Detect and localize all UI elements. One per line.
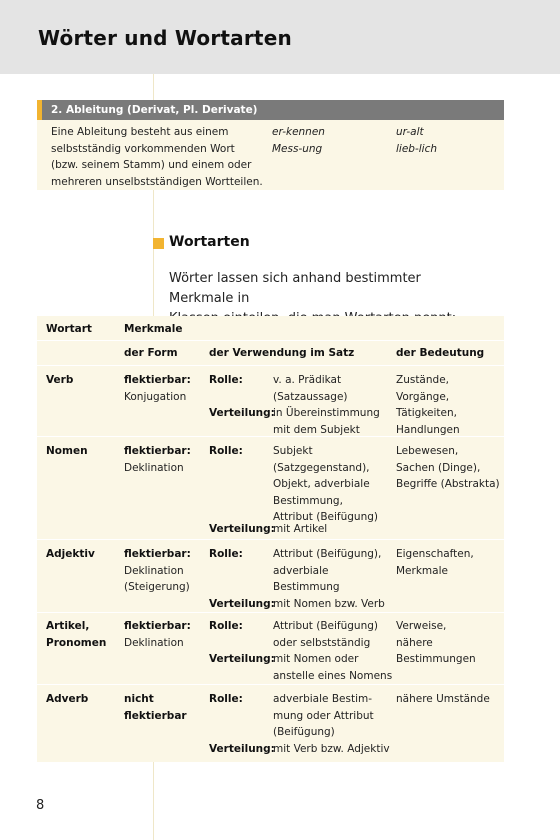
page-number: 8 bbox=[36, 798, 45, 813]
row-form bbox=[124, 618, 191, 651]
form-flektierbar: flektierbar: bbox=[124, 620, 191, 632]
bedeutung-line: nähere Umstände bbox=[396, 693, 490, 705]
table-rule bbox=[37, 365, 504, 366]
verteilung-line: mit Nomen bzw. Verb bbox=[273, 598, 385, 610]
col-header-verwendung: der Verwendung im Satz bbox=[209, 347, 355, 359]
ableitung-example: lieb-lich bbox=[396, 142, 438, 155]
rolle-label: Rolle: bbox=[209, 374, 243, 386]
rolle-text bbox=[273, 546, 381, 596]
accent-bar bbox=[37, 100, 42, 120]
bedeutung-line: Merkmale bbox=[396, 564, 448, 577]
verteilung-label: Verteilung: bbox=[209, 743, 275, 755]
bedeutung-line: Lebewesen, bbox=[396, 445, 459, 457]
rolle-text bbox=[273, 443, 378, 526]
table-rule bbox=[37, 684, 504, 685]
ableitung-examples-col2 bbox=[396, 124, 437, 157]
verteilung-label: Verteilung: bbox=[209, 653, 275, 665]
section-title: Wortarten bbox=[169, 234, 250, 250]
form-text: Deklination bbox=[124, 564, 184, 577]
ableitung-description bbox=[51, 124, 276, 190]
rolle-label: Rolle: bbox=[209, 620, 243, 632]
ableitung-heading-text: 2. Ableitung (Derivat, Pl. Derivate) bbox=[51, 104, 258, 116]
verteilung-text bbox=[273, 405, 380, 438]
bedeutung-text bbox=[396, 691, 490, 708]
table-rule bbox=[37, 539, 504, 540]
bedeutung-line: Handlungen bbox=[396, 423, 460, 436]
verteilung-line: anstelle eines Nomens bbox=[273, 669, 393, 682]
bedeutung-line: Vorgänge, bbox=[396, 390, 450, 403]
rolle-line: mung oder Attribut bbox=[273, 709, 374, 722]
bedeutung-text bbox=[396, 443, 500, 493]
wortart-line: Artikel, bbox=[46, 620, 90, 632]
bedeutung-text bbox=[396, 546, 474, 579]
form-text: (Steigerung) bbox=[124, 581, 190, 593]
row-wortart: Adjektiv bbox=[46, 548, 95, 560]
verteilung-line: mit dem Subjekt bbox=[273, 423, 360, 436]
rolle-line: v. a. Prädikat bbox=[273, 374, 342, 386]
rolle-line: Subjekt bbox=[273, 445, 313, 457]
rolle-line: (Satzgegenstand), bbox=[273, 461, 370, 474]
ableitung-examples-col1 bbox=[272, 124, 325, 157]
verteilung-text bbox=[273, 741, 390, 758]
rolle-label: Rolle: bbox=[209, 445, 243, 457]
rolle-line: Objekt, adverbiale bbox=[273, 478, 370, 490]
ableitung-description-line: (bzw. seinem Stamm) und einem oder bbox=[51, 159, 252, 171]
row-form bbox=[124, 372, 191, 405]
rolle-text bbox=[273, 372, 348, 405]
rolle-line: oder selbstständig bbox=[273, 636, 371, 649]
bedeutung-text bbox=[396, 618, 476, 668]
verteilung-line: mit Artikel bbox=[273, 523, 328, 535]
form-flektierbar: flektierbar bbox=[124, 709, 187, 722]
ableitung-example: er-kennen bbox=[272, 126, 325, 138]
verteilung-text bbox=[273, 596, 385, 613]
ableitung-heading bbox=[37, 100, 504, 120]
bedeutung-line: Begriffe (Abstrakta) bbox=[396, 478, 500, 490]
bedeutung-line: Eigenschaften, bbox=[396, 548, 474, 560]
bedeutung-line: Tätigkeiten, bbox=[396, 407, 457, 419]
bedeutung-line: Bestimmungen bbox=[396, 653, 476, 665]
form-flektierbar: flektierbar: bbox=[124, 374, 191, 386]
row-wortart: Verb bbox=[46, 374, 74, 386]
bedeutung-line: Sachen (Dinge), bbox=[396, 461, 481, 474]
col-header-form: der Form bbox=[124, 347, 178, 359]
row-form bbox=[124, 691, 187, 724]
verteilung-line: mit Nomen oder bbox=[273, 653, 359, 665]
bedeutung-line: Verweise, bbox=[396, 620, 447, 632]
col-header-merkmale: Merkmale bbox=[124, 323, 183, 335]
ableitung-box bbox=[37, 100, 504, 190]
row-wortart: Adverb bbox=[46, 693, 89, 705]
ableitung-description-line: mehreren unselbstständigen Wortteilen. bbox=[51, 175, 263, 188]
rolle-line: Attribut (Beifügung) bbox=[273, 511, 379, 523]
page-title: Wörter und Wortarten bbox=[38, 26, 292, 50]
rolle-line: Attribut (Beifügung), bbox=[273, 548, 382, 560]
wortart-line: Pronomen bbox=[46, 636, 107, 649]
form-text: Konjugation bbox=[124, 390, 187, 403]
ableitung-example: Mess-ung bbox=[272, 142, 323, 155]
form-flektierbar: nicht bbox=[124, 693, 154, 705]
verteilung-line: mit Verb bzw. Adjektiv bbox=[273, 743, 390, 755]
form-flektierbar: flektierbar: bbox=[124, 445, 191, 457]
rolle-line: Bestimmung bbox=[273, 581, 340, 593]
verteilung-text bbox=[273, 651, 392, 684]
rolle-label: Rolle: bbox=[209, 693, 243, 705]
rolle-line: (Satzaussage) bbox=[273, 390, 348, 403]
row-form bbox=[124, 443, 191, 476]
verteilung-label: Verteilung: bbox=[209, 523, 275, 535]
form-text: Deklination bbox=[124, 461, 184, 474]
row-wortart bbox=[46, 618, 106, 651]
row-wortart: Nomen bbox=[46, 445, 88, 457]
bedeutung-text bbox=[396, 372, 460, 438]
verteilung-line: in Übereinstimmung bbox=[273, 407, 380, 419]
ableitung-description-line: Eine Ableitung besteht aus einem bbox=[51, 126, 229, 138]
col-header-wortart: Wortart bbox=[46, 323, 92, 335]
col-header-bedeutung: der Bedeutung bbox=[396, 347, 485, 359]
ableitung-example: ur-alt bbox=[396, 126, 424, 138]
section-square-icon bbox=[153, 238, 164, 249]
row-form bbox=[124, 546, 191, 596]
rolle-text bbox=[273, 618, 378, 651]
bedeutung-line: nähere bbox=[396, 636, 433, 649]
rolle-label: Rolle: bbox=[209, 548, 243, 560]
form-text: Deklination bbox=[124, 636, 184, 649]
bedeutung-line: Zustände, bbox=[396, 374, 449, 386]
verteilung-text bbox=[273, 521, 327, 538]
rolle-line: adverbiale bbox=[273, 564, 329, 577]
verteilung-label: Verteilung: bbox=[209, 598, 275, 610]
rolle-text bbox=[273, 691, 374, 741]
verteilung-label: Verteilung: bbox=[209, 407, 275, 419]
ableitung-description-line: selbstständig vorkommenden Wort bbox=[51, 142, 235, 155]
rolle-line: Bestimmung, bbox=[273, 494, 343, 507]
rolle-line: Attribut (Beifügung) bbox=[273, 620, 379, 632]
form-flektierbar: flektierbar: bbox=[124, 548, 191, 560]
table-rule bbox=[37, 340, 504, 341]
rolle-line: adverbiale Bestim- bbox=[273, 693, 373, 705]
rolle-line: (Beifügung) bbox=[273, 726, 335, 738]
intro-line: Wörter lassen sich anhand bestimmter Merkmale in bbox=[169, 271, 421, 306]
